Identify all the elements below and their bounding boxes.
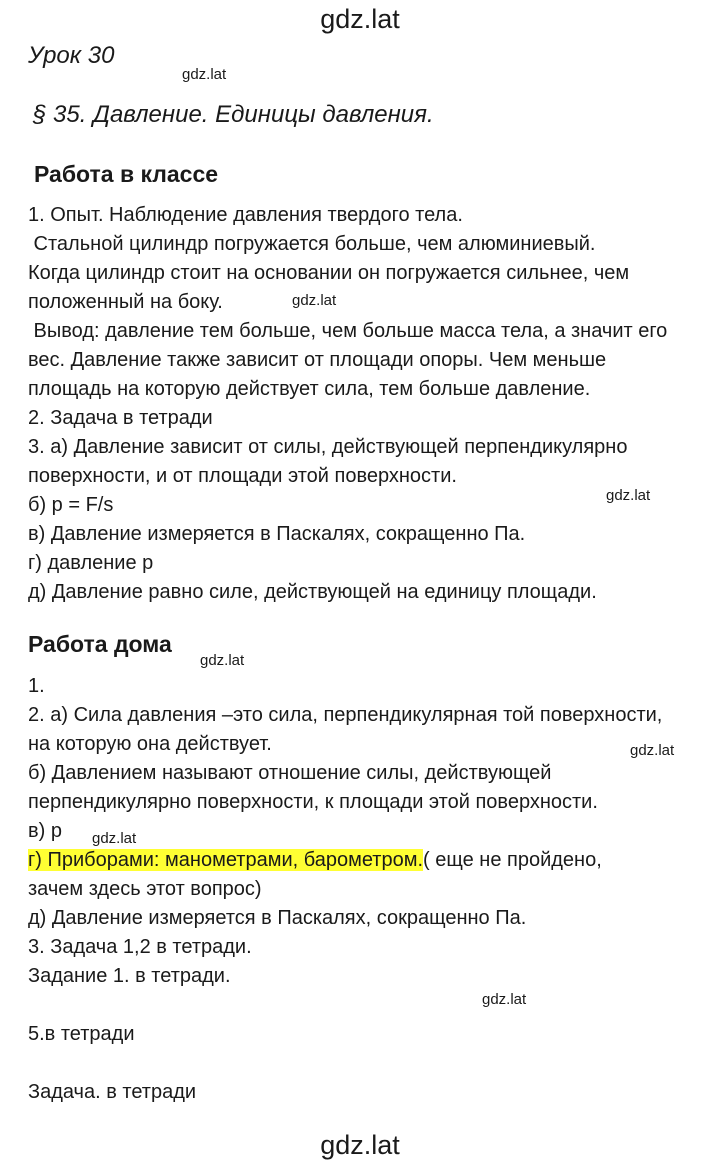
watermark-small: gdz.lat [92,830,137,847]
homework-line: перпендикулярно поверхности, к площади этой поверхности. [28,791,598,813]
highlighted-answer-rest: ( еще не пройдено, [423,849,602,871]
homework-highlight-line [28,847,602,873]
classwork-line: Когда цилиндр стоит на основании он погружается сильнее, чем [28,262,630,284]
classwork-line: положенный на боку. [28,291,223,313]
classwork-line: вес. Давление также зависит от площади опоры. Чем меньше [28,349,607,371]
homework-heading: Работа дома [28,631,172,657]
watermark-small: gdz.lat [200,652,245,669]
homework-line: на которую она действует. [28,733,272,755]
classwork-line: площадь на которую действует сила, тем больше давление. [28,378,591,400]
watermark-small: gdz.lat [292,292,337,309]
homework-line: в) p [28,820,62,842]
classwork-heading: Работа в классе [34,161,219,187]
homework-line: б) Давлением называют отношение силы, действующей [28,762,552,784]
classwork-line: в) Давление измеряется в Паскалях, сокращенно Па. [28,523,526,545]
homework-task: Задача. в тетради [28,1081,197,1103]
homework-line: 1. [28,675,45,697]
classwork-line: Стальной цилиндр погружается больше, чем алюминиевый. [28,233,596,255]
homework-line: 3. Задача 1,2 в тетради. [28,936,252,958]
classwork-line: поверхности, и от площади этой поверхности. [28,465,457,487]
watermark-small: gdz.lat [630,742,675,759]
homework-line: зачем здесь этот вопрос) [28,878,262,900]
watermark-small: gdz.lat [606,487,651,504]
homework-line: 2. а) Сила давления –это сила, перпендикулярная той поверхности, [28,704,663,726]
classwork-line: 2. Задача в тетради [28,407,213,429]
watermark-site-top: gdz.lat [320,4,400,34]
watermark-site-bottom: gdz.lat [320,1130,400,1160]
classwork-line: 1. Опыт. Наблюдение давления твердого тела. [28,204,463,226]
homework-item5: 5.в тетради [28,1023,135,1045]
classwork-line: б) p = F/s [28,494,114,516]
classwork-line: 3. а) Давление зависит от силы, действующей перпендикулярно [28,436,628,458]
lesson-title: Урок 30 [28,42,115,69]
homework-line: Задание 1. в тетради. [28,965,231,987]
watermark-small: gdz.lat [182,66,227,83]
watermark-small: gdz.lat [482,991,527,1008]
classwork-line: Вывод: давление тем больше, чем больше масса тела, а значит его [28,320,668,342]
paragraph-title: § 35. Давление. Единицы давления. [33,101,434,128]
classwork-line: д) Давление равно силе, действующей на единицу площади. [28,581,597,603]
highlighted-answer: г) Приборами: манометрами, барометром. [28,849,424,871]
homework-line: д) Давление измеряется в Паскалях, сокращенно Па. [28,907,527,929]
classwork-line: г) давление p [28,552,154,574]
